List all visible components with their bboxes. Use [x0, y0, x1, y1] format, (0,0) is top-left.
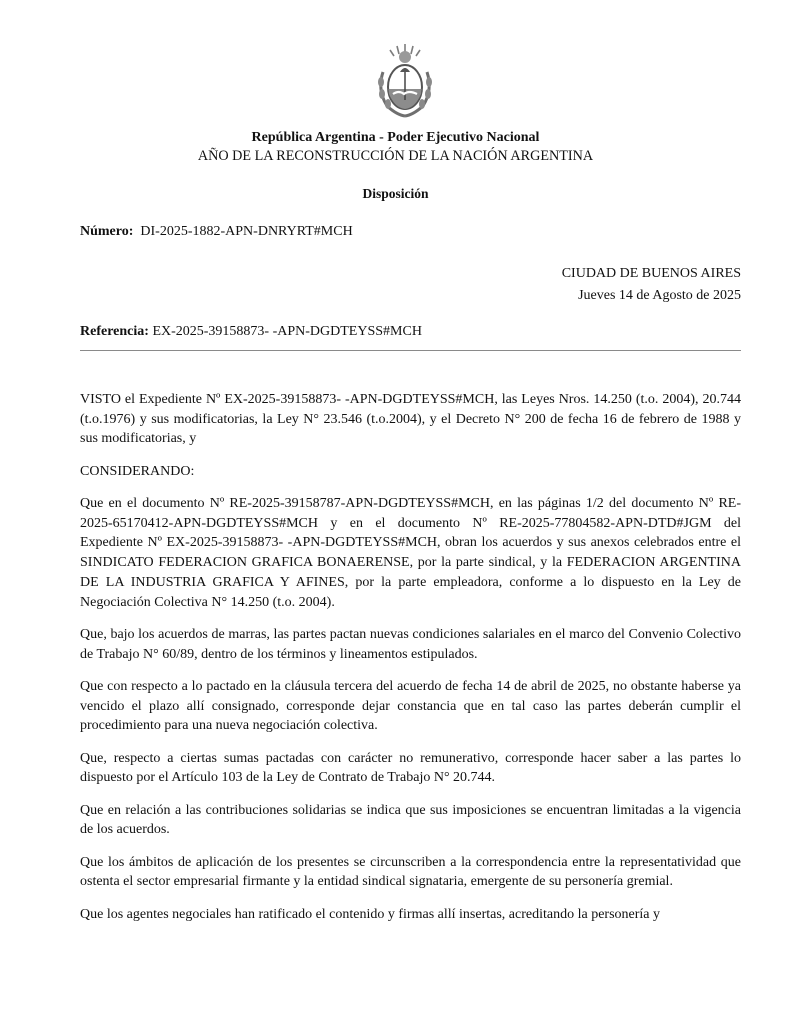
referencia-value: EX-2025-39158873- -APN-DGDTEYSS#MCH: [152, 324, 422, 339]
divider: [80, 350, 741, 351]
numero-value: DI-2025-1882-APN-DNRYRT#MCH: [140, 224, 353, 239]
numero-label: Número:: [80, 224, 134, 239]
reference: [80, 324, 422, 340]
paragraph-considerando: CONSIDERANDO:: [80, 463, 195, 479]
header-title: República Argentina - Poder Ejecutivo Nacional: [251, 130, 540, 145]
paragraph-visto: VISTO el Expediente Nº EX-2025-39158873- -APN-DGDTEYSS#MCH, las Leyes Nros. 14.250 (t.o. 2004), 20.744 (t.o.1976) y sus modificatorias, la Ley N° 23.546 (t.o.2004), y el Decreto N° 200 de fecha 16 de febrero de 1988 y sus modificatorias, y: [80, 392, 741, 447]
paragraph: Que en relación a las contribuciones solidarias se indica que sus imposiciones se encuentran limitadas a la vigencia de los acuerdos.: [80, 802, 741, 838]
paragraph: Que los ámbitos de aplicación de los presentes se circunscriben a la correspondencia entre la representatividad que ostenta el sector empresarial firmante y la entidad sindical signataria, emergente de su personería gremial.: [80, 854, 741, 890]
referencia-label: Referencia:: [80, 324, 149, 339]
document-type: Disposición: [362, 186, 429, 201]
document-number: [80, 224, 353, 240]
paragraph: Que los agentes negociales han ratificado el contenido y firmas allí insertas, acreditando la personería y: [80, 906, 661, 922]
document-date: Jueves 14 de Agosto de 2025: [578, 288, 741, 303]
paragraph: Que, respecto a ciertas sumas pactadas con carácter no remunerativo, corresponde hacer saber a las partes lo dispuesto por el Artículo 103 de la Ley de Contrato de Trabajo N° 20.744.: [80, 750, 741, 786]
place: CIUDAD DE BUENOS AIRES: [561, 266, 741, 281]
paragraph: Que con respecto a lo pactado en la cláusula tercera del acuerdo de fecha 14 de abril de 2025, no obstante haberse ya vencido el plazo allí consignado, corresponde dejar constancia que en tal caso las partes deberán cumplir el procedimiento para una nueva negociación colectiva.: [80, 678, 741, 734]
argentina-coat-of-arms-icon: [373, 42, 437, 118]
paragraph: Que en el documento Nº RE-2025-39158787-APN-DGDTEYSS#MCH, en las páginas 1/2 del documento Nº RE-2025-65170412-APN-DGDTEYSS#MCH y en el documento Nº RE-2025-77804582-APN-DTD#JGM del Expediente Nº EX-2025-39158873- -APN-DGDTEYSS#MCH, obran los acuerdos y sus anexos celebrados entre el SINDICATO FEDERACION GRAFICA BONAERENSE, por la parte sindical, y la FEDERACION ARGENTINA DE LA INDUSTRIA GRAFICA Y AFINES, por la parte empleadora, conforme a lo dispuesto en la Ley de Negociación Colectiva N° 14.250 (t.o. 2004).: [80, 496, 741, 610]
document-body: [80, 390, 741, 937]
paragraph: Que, bajo los acuerdos de marras, las partes pactan nuevas condiciones salariales en el marco del Convenio Colectivo de Trabajo N° 60/89, dentro de los términos y lineamentos estipulados.: [80, 626, 741, 662]
header-year-motto: AÑO DE LA RECONSTRUCCIÓN DE LA NACIÓN ARGENTINA: [197, 148, 594, 164]
